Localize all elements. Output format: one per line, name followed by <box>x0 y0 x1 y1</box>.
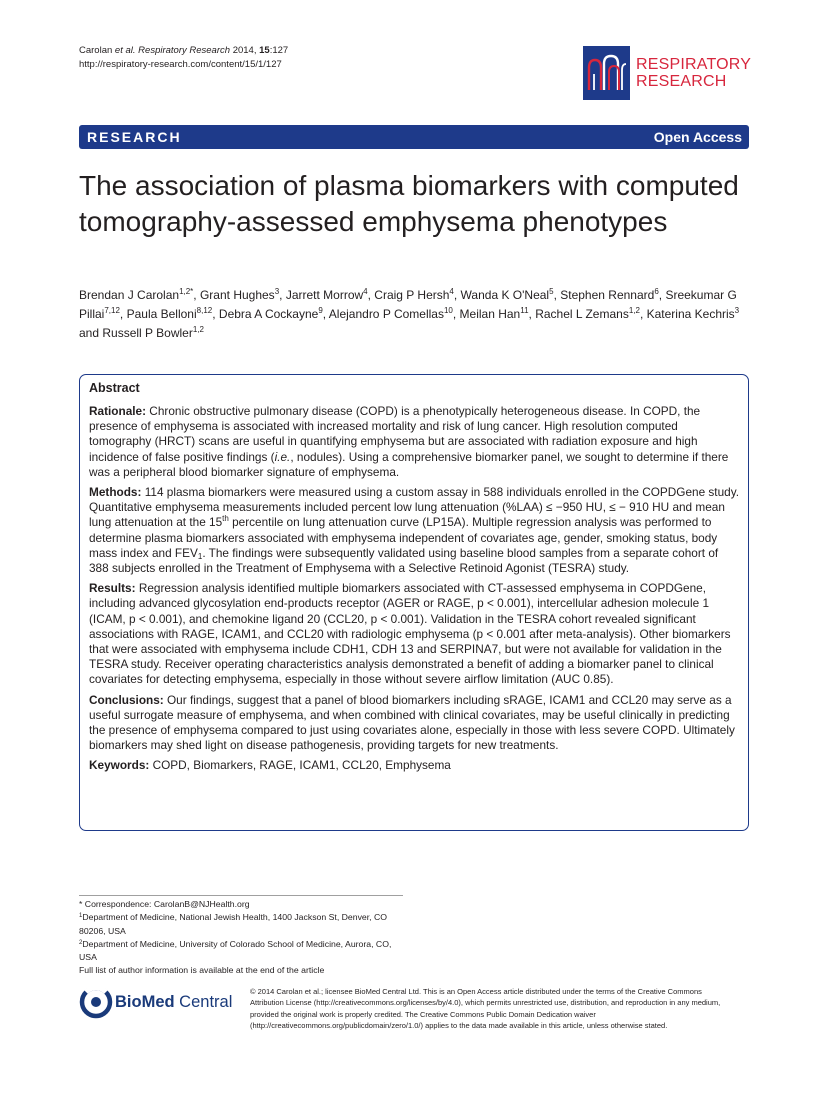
author[interactable] <box>79 288 193 302</box>
author-separator: , <box>322 307 329 321</box>
author-name: Stephen Rennard <box>560 288 655 302</box>
author-affiliation: 1,2 <box>192 325 204 334</box>
author-separator: and <box>79 326 103 340</box>
article-type-label: RESEARCH <box>87 129 182 145</box>
methods-text-c: . The findings were subsequently validated using baseline blood samples from a separate cohort of 388 subjects enrolled in the Treatment of Emphysema with a Selective Retinoid Agonist (TESRA) study. <box>89 545 719 576</box>
author[interactable] <box>560 288 659 302</box>
methods-th: th <box>222 514 229 524</box>
affiliation-1-number: 1 <box>79 913 83 920</box>
affiliation-2 <box>79 938 409 965</box>
author-name: Sreekumar G Pillai <box>79 288 737 321</box>
rationale-text-a: Chronic obstructive pulmonary disease (COPD) is a phenotypically heterogeneous disease. In COPD, the presence of emphysema is associated with increased mortality and risk of lung cancer. High resolution computed tomography (HRCT) scans are useful in quantifying emphysema but are associated with radiation exposure and high incidence of false positive findings ( <box>89 404 701 464</box>
journal-logo[interactable] <box>583 46 752 100</box>
citation-journal: Respiratory Research <box>138 45 231 56</box>
methods-text-b: percentile on lung attenuation curve (LP15A). Multiple regression analysis was performed to determine plasma biomarkers associated with emphysema independent of covariates age, gender, smoking status, body mass index and FEV <box>89 515 718 560</box>
author-affiliation: 4 <box>363 287 368 296</box>
methods-sub: 1 <box>197 551 203 561</box>
affiliation-2-text: Department of Medicine, University of Colorado School of Medicine, Aurora, CO, USA <box>79 938 392 963</box>
author[interactable] <box>102 326 204 340</box>
author-affiliation: 1,2* <box>179 287 194 296</box>
author-affiliation: 1,2 <box>628 306 640 315</box>
author-name: Katerina Kechris <box>646 307 735 321</box>
author[interactable] <box>461 288 554 302</box>
citation-header <box>79 44 288 72</box>
conclusions-text: Our findings, suggest that a panel of blood biomarkers including sRAGE, ICAM1 and CCL20 may serve as a useful surrogate measure of emphysema, and when combined with clinical covariates, may be useful clinically in predicting the presence of emphysema compared to just using covariates alone, especially in those with less severe COPD. Ultimately biomarkers may shed light on disease pathogenesis, providing targets for new treatments. <box>89 692 735 753</box>
author-name: Craig P Hersh <box>374 288 450 302</box>
author[interactable] <box>535 307 640 321</box>
abstract-conclusions <box>89 693 739 754</box>
author-separator: , <box>528 307 536 321</box>
citation-article: :127 <box>269 45 289 56</box>
author[interactable] <box>460 307 529 321</box>
article-url[interactable]: http://respiratory-research.com/content/15/1/127 <box>79 59 282 70</box>
author-name: Russell P Bowler <box>102 326 193 340</box>
author[interactable] <box>286 288 368 302</box>
author-affiliation: 9 <box>318 306 323 315</box>
license-statement: © 2014 Carolan et al.; licensee BioMed Central Ltd. This is an Open Access article distributed under the terms of the Creative Commons Attribution License (http://creativecommons.org/licenses/by/4.0), which permits unrestricted use, distribution, and reproduction in any medium, provided the original work is properly credited. The Creative Commons Public Domain Dedication waiver (http://creativecommons.org/publicdomain/zero/1.0/) applies to the data made available in this article, unless otherwise stated. <box>250 987 721 1030</box>
citation-volume: 15 <box>259 45 270 56</box>
author-affiliation: 10 <box>443 306 453 315</box>
rationale-label: Rationale: <box>89 404 147 418</box>
author-name: Jarrett Morrow <box>285 288 364 302</box>
affiliation-1-text: Department of Medicine, National Jewish Health, 1400 Jackson St, Denver, CO 80206, USA <box>79 912 388 936</box>
author-name: Debra A Cockayne <box>218 307 319 321</box>
open-access-label: Open Access <box>653 129 742 145</box>
author[interactable] <box>647 307 740 321</box>
journal-name-line2: RESEARCH <box>636 73 727 90</box>
biomed-name-light: Central <box>174 993 233 1011</box>
full-author-info-note: Full list of author information is available at the end of the article <box>79 965 325 976</box>
biomed-central-wordmark <box>115 993 232 1011</box>
rationale-text-b: , nodules). Using a comprehensive biomarker panel, we sought to determine if there was a peripheral blood biomarker signature of emphysema. <box>89 449 729 479</box>
keywords-text: COPD, Biomarkers, RAGE, ICAM1, CCL20, Emphysema <box>149 758 451 773</box>
author-separator: , <box>453 288 461 302</box>
author-separator: , <box>212 307 219 321</box>
author[interactable] <box>219 307 323 321</box>
author-list <box>79 286 749 343</box>
author-separator: , <box>452 307 460 321</box>
author-name: Meilan Han <box>459 307 521 321</box>
author-separator: , <box>553 288 561 302</box>
author-separator: , <box>119 307 127 321</box>
author-affiliation: 7,12 <box>104 306 120 315</box>
affiliation-1 <box>79 911 409 938</box>
methods-label: Methods: <box>89 485 142 500</box>
abstract-results <box>89 581 739 687</box>
citation-authors: Carolan <box>79 45 113 56</box>
methods-text-a: 114 plasma biomarkers were measured using a custom assay in 588 individuals enrolled in the COPDGene study. Quantitative emphysema measurements included percent low lung attenuation (%LAA) ≤ −950 HU, ≤ − 910 HU and mean lung attenuation at the 15 <box>89 485 740 530</box>
conclusions-label: Conclusions: <box>89 692 164 707</box>
results-text: Regression analysis identified multiple biomarkers associated with CT-assessed emphysema in COPDGene, including advanced glycosylation end-products receptor (AGER or RAGE, p < 0.001), intercellular adhesion molecule 1 (ICAM, p < 0.001), and chemokine ligand 20 (CCL20, p < 0.001). Validation in the TESRA cohort revealed significant associations with RAGE, ICAM1, and CCL20 with radiologic emphysema (p < 0.001 after meta-analysis). Other biomarkers that were associated with emphysema include CDH1, CDH 13 and SERPINA7, but were not available for validation in the TESRA study. Receiver operating characteristics analysis demonstrated a benefit of adding a biomarker panel to clinical covariates for detecting emphysema, especially in those without severe airflow limitation (AUC 0.85). <box>89 581 731 687</box>
author[interactable] <box>127 307 213 321</box>
citation-etal: et al. <box>114 45 136 56</box>
author[interactable] <box>329 307 453 321</box>
footnotes <box>79 898 409 978</box>
author-separator: , <box>658 288 666 302</box>
citation-year: 2014, <box>232 45 257 56</box>
abstract-keywords <box>89 758 739 773</box>
correspondence[interactable]: * Correspondence: CarolanB@NJHealth.org <box>79 899 250 909</box>
abstract-rationale <box>89 404 739 480</box>
article-type-banner <box>79 125 749 149</box>
author-separator: , <box>279 288 286 302</box>
author-affiliation: 4 <box>449 287 454 296</box>
author-affiliation: 5 <box>549 287 554 296</box>
author-name: Rachel L Zemans <box>535 307 629 321</box>
author-name: Brendan J Carolan <box>79 288 180 302</box>
author-name: Alejandro P Comellas <box>328 307 444 321</box>
results-label: Results: <box>89 581 136 596</box>
author-affiliation: 11 <box>520 306 529 315</box>
author[interactable] <box>200 288 279 302</box>
author[interactable] <box>374 288 454 302</box>
author-name: Grant Hughes <box>199 288 275 302</box>
keywords-label: Keywords: <box>89 758 150 773</box>
journal-name <box>636 56 751 90</box>
affiliation-2-number: 2 <box>79 939 83 946</box>
rationale-ie: i.e. <box>274 449 291 464</box>
author-name: Wanda K O'Neal <box>460 288 550 302</box>
abstract-box <box>79 374 749 831</box>
biomed-name-bold: BioMed <box>115 993 175 1011</box>
respiratory-research-logo-icon <box>583 46 630 100</box>
biomed-central-logo-icon <box>79 985 113 1019</box>
author-affiliation: 6 <box>654 287 659 296</box>
journal-name-line1: RESPIRATORY <box>636 56 752 73</box>
footnote-divider <box>79 895 403 896</box>
author-affiliation: 3 <box>274 287 280 296</box>
author-separator: , <box>639 307 647 321</box>
abstract-heading: Abstract <box>89 381 140 395</box>
article-title: The association of plasma biomarkers with computed tomography-assessed emphysema phenotypes <box>79 170 739 237</box>
abstract-methods <box>89 485 739 576</box>
author-name: Paula Belloni <box>126 307 197 321</box>
biomed-central-logo[interactable] <box>79 985 239 1019</box>
citation-line <box>79 44 288 58</box>
author-separator: , <box>193 288 200 302</box>
author-separator: , <box>367 288 375 302</box>
author-affiliation: 8,12 <box>196 306 213 315</box>
author-affiliation: 3 <box>734 306 740 315</box>
